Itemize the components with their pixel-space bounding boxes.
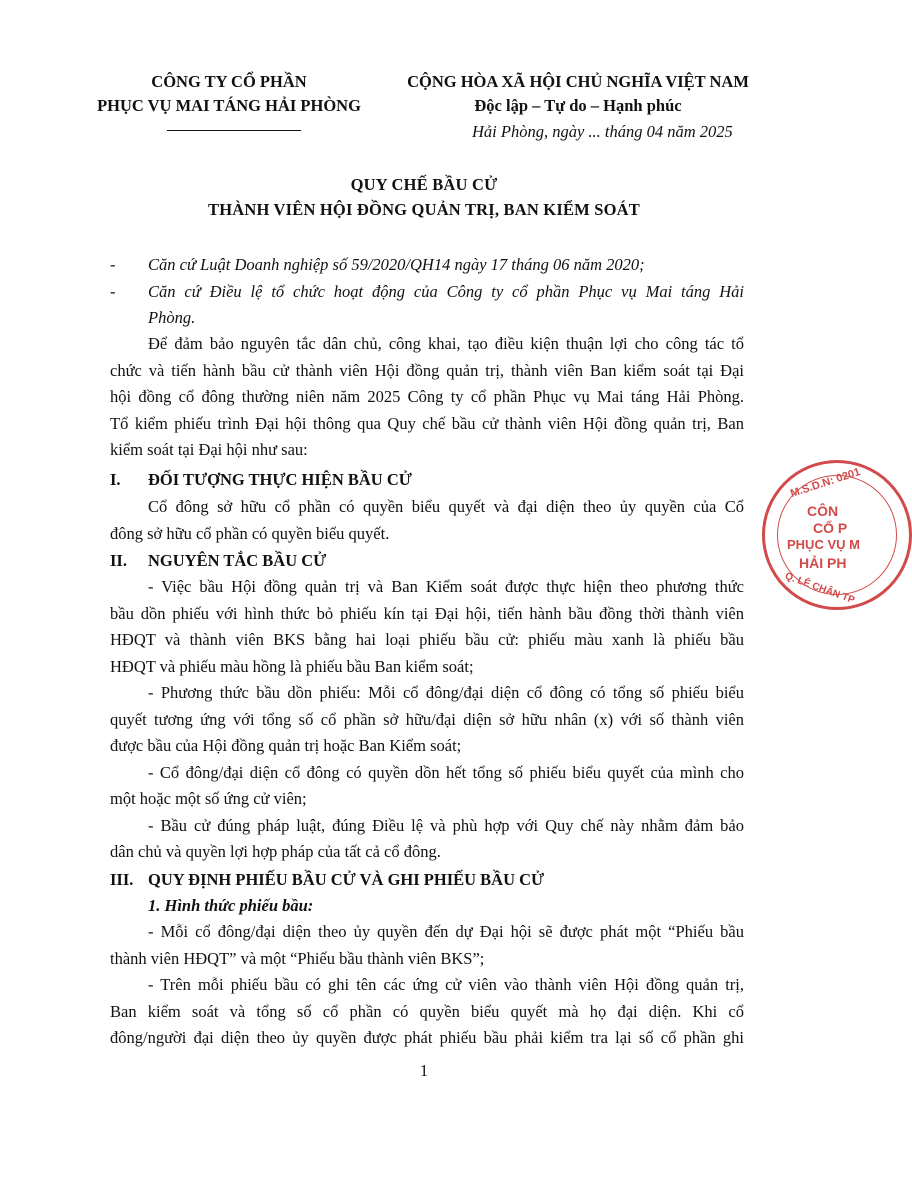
- seal-line-4: HẢI PH: [799, 555, 847, 571]
- seal-bottom-text: Q. LÊ CHÂN TP: [783, 570, 857, 607]
- section-2-line: quyết tương ứng với tổng số cổ phần sở hữu/đại diện sở hữu nhân (x) với số thành viên: [110, 709, 744, 729]
- legal-base-2: Căn cứ Điều lệ tổ chức hoạt động của Công ty cổ phần Phục vụ Mai táng Hải: [148, 282, 744, 301]
- intro-line: chức và tiến hành bầu cử thành viên Hội đồng quản trị, thành viên Ban kiểm soát tại Đại: [110, 360, 744, 380]
- section-3-subtitle: 1. Hình thức phiếu bầu:: [148, 896, 314, 915]
- company-name: [60, 70, 398, 118]
- intro-line: Để đảm bảo nguyên tắc dân chủ, công khai, tạo điều kiện thuận lợi cho công tác tổ: [148, 334, 744, 353]
- section-2-line: HĐQT và phiếu màu hồng là phiếu bầu Ban kiểm soát;: [110, 656, 474, 676]
- seal-line-1: CÔN: [807, 503, 839, 519]
- section-1-number: I.: [110, 470, 121, 489]
- company-underline: [167, 130, 301, 131]
- national-motto: [392, 70, 764, 118]
- section-2-line: HĐQT và thành viên BKS bằng hai loại phiếu bầu cử: phiếu màu xanh là phiếu bầu: [110, 630, 744, 649]
- motto-line: Độc lập – Tự do – Hạnh phúc: [474, 96, 682, 115]
- section-3-line: - Mỗi cổ đông/đại diện theo ủy quyền đến dự Đại hội sẽ được phát một “Phiếu bầu: [148, 922, 744, 941]
- section-2-line: một hoặc một số ứng cử viên;: [110, 789, 307, 808]
- section-3-number: III.: [110, 870, 134, 889]
- intro-line: kiểm soát tại Đại hội như sau:: [110, 440, 308, 459]
- country-name: CỘNG HÒA XÃ HỘI CHỦ NGHĨA VIỆT NAM: [407, 72, 749, 91]
- section-2-line: dân chủ và quyền lợi hợp pháp của tất cả cổ đông.: [110, 842, 441, 861]
- section-3-body: [110, 919, 744, 1052]
- section-2-body: [110, 574, 744, 866]
- date-line: Hải Phòng, ngày ... tháng 04 năm 2025: [472, 122, 733, 141]
- intro-paragraph: [110, 331, 744, 464]
- company-name-line1: CÔNG TY CỔ PHẦN: [151, 72, 307, 91]
- section-2-line: được bầu của Hội đồng quản trị hoặc Ban Kiểm soát;: [110, 736, 462, 755]
- company-name-line2: PHỤC VỤ MAI TÁNG HẢI PHÒNG: [97, 96, 361, 115]
- section-2-line: - Việc bầu Hội đồng quản trị và Ban Kiểm soát được thực hiện theo phương thức: [148, 577, 744, 596]
- legal-base-1: Căn cứ Luật Doanh nghiệp số 59/2020/QH14 ngày 17 tháng 06 năm 2020;: [148, 255, 645, 274]
- intro-line: Tổ kiểm phiếu trình Đại hội thông qua Quy chế bầu cử thành viên Hội đồng quản trị, Ban: [110, 413, 744, 433]
- legal-base-2-cont: Phòng.: [148, 308, 196, 327]
- seal-top-text: M.S.D.N: 0201: [788, 466, 862, 500]
- section-2-line: - Phương thức bầu dồn phiếu: Mỗi cổ đông/đại diện cổ đông có tổng số phiếu biểu: [148, 683, 744, 702]
- doc-title-line2: THÀNH VIÊN HỘI ĐỒNG QUẢN TRỊ, BAN KIỂM SOÁT: [207, 200, 640, 219]
- section-1-body: [110, 494, 744, 547]
- section-2-number: II.: [110, 551, 127, 570]
- base-dash-2: -: [110, 282, 116, 301]
- intro-line: hội đồng cổ đông thường niên năm 2025 Công ty cổ phần Phục vụ Mai táng Hải Phòng.: [110, 387, 744, 406]
- section-1-line: Cổ đông sở hữu cổ phần có quyền biểu quyết và đại diện theo ủy quyền của Cổ: [148, 497, 744, 516]
- base-dash-1: -: [110, 255, 116, 274]
- section-2-line: - Bầu cử đúng pháp luật, đúng Điều lệ và phù hợp với Quy chế này nhằm đảm bảo: [148, 815, 744, 835]
- section-2-line: - Cổ đông/đại diện cổ đông có quyền dồn hết tổng số phiếu biểu quyết của mình cho: [148, 762, 744, 782]
- seal-line-2: CỔ P: [813, 520, 848, 536]
- company-seal: [762, 460, 912, 610]
- section-1-title: ĐỐI TƯỢNG THỰC HIỆN BẦU CỬ: [148, 470, 412, 489]
- section-2-title: NGUYÊN TẮC BẦU CỬ: [148, 551, 327, 570]
- section-3-line: thành viên HĐQT” và một “Phiếu bầu thành viên BKS”;: [110, 948, 485, 968]
- section-3-line: Ban kiểm soát và tổng số cổ phần có quyền biểu quyết mà họ đại diện. Khi cổ: [110, 1001, 744, 1021]
- doc-title-line1: QUY CHẾ BẦU CỬ: [350, 175, 498, 194]
- section-3-line: đông/người đại diện theo ủy quyền được phát phiếu bầu phải kiểm tra lại số cổ phần ghi: [110, 1028, 744, 1047]
- seal-line-3: PHỤC VỤ M: [787, 537, 860, 552]
- section-3-title: QUY ĐỊNH PHIẾU BẦU CỬ VÀ GHI PHIẾU BẦU CỬ: [148, 870, 545, 889]
- section-3-line: - Trên mỗi phiếu bầu có ghi tên các ứng cử viên vào thành viên Hội đồng quản trị,: [148, 975, 744, 994]
- page-number: 1: [419, 1061, 429, 1080]
- section-2-line: bầu dồn phiếu với hình thức bỏ phiếu kín tại Đại hội, tiến hành bầu đồng thời thành viên: [110, 603, 744, 623]
- section-1-line: đông sở hữu cổ phần có quyền biểu quyết.: [110, 523, 390, 543]
